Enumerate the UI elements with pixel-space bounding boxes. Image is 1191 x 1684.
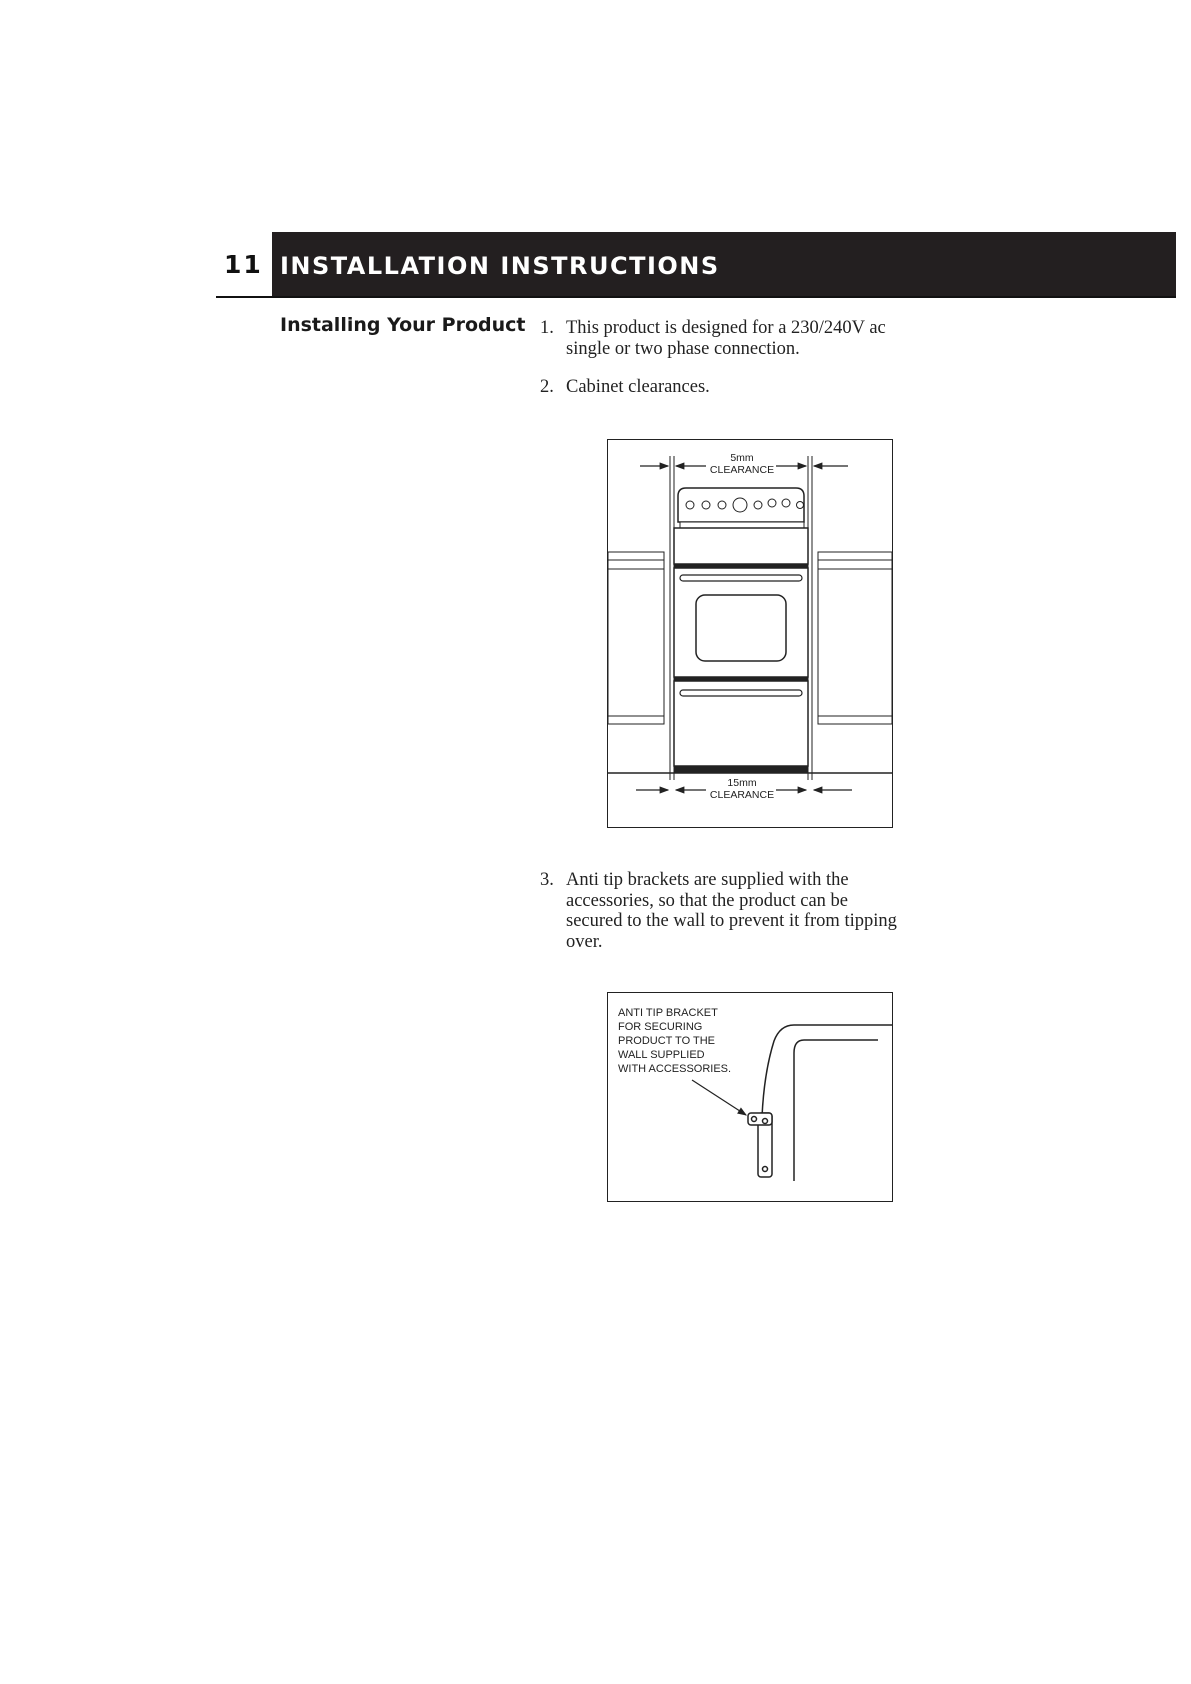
top-clearance-value: 5mm bbox=[730, 452, 754, 464]
step-text bbox=[566, 318, 946, 359]
cabinet-clearance-diagram bbox=[607, 439, 893, 828]
step-text bbox=[566, 377, 946, 398]
page-title: INSTALLATION INSTRUCTIONS bbox=[280, 252, 720, 280]
bracket-note-line: FOR SECURING bbox=[618, 1021, 703, 1033]
step-text bbox=[566, 870, 946, 952]
left-cabinet bbox=[608, 552, 664, 724]
step-number: 1. bbox=[540, 318, 554, 338]
bracket-note-line: WITH ACCESSORIES. bbox=[618, 1063, 732, 1075]
anti-tip-bracket-icon bbox=[748, 1113, 772, 1177]
section-title: Installing Your Product bbox=[280, 314, 526, 336]
bottom-clearance-value: 15mm bbox=[727, 777, 757, 789]
step-line: Cabinet clearances. bbox=[566, 377, 710, 397]
top-clearance-label: CLEARANCE bbox=[709, 464, 775, 476]
bottom-clearance-label: CLEARANCE bbox=[709, 789, 775, 801]
bracket-note-line: ANTI TIP BRACKET bbox=[618, 1007, 718, 1019]
bracket-illustration bbox=[608, 993, 892, 1201]
step-line: Anti tip brackets are supplied with the bbox=[566, 870, 849, 890]
oven-body bbox=[674, 488, 808, 773]
step-line: single or two phase connection. bbox=[566, 338, 800, 359]
anti-tip-bracket-diagram bbox=[607, 992, 893, 1202]
step-line: over. bbox=[566, 931, 603, 952]
header-rule bbox=[216, 296, 1176, 298]
step-line: This product is designed for a 230/240V ac bbox=[566, 318, 886, 338]
bracket-note-line: WALL SUPPLIED bbox=[618, 1049, 705, 1061]
oven-side-outline bbox=[762, 1025, 892, 1181]
page-number: 11 bbox=[224, 250, 263, 279]
right-cabinet bbox=[818, 552, 892, 724]
step-line: secured to the wall to prevent it from tipping bbox=[566, 911, 897, 931]
pointer-arrow bbox=[692, 1080, 746, 1115]
step-number: 2. bbox=[540, 377, 554, 397]
bracket-note-line: PRODUCT TO THE bbox=[618, 1035, 715, 1047]
step-line: accessories, so that the product can be bbox=[566, 890, 849, 911]
oven-illustration bbox=[608, 440, 892, 827]
step-number: 3. bbox=[540, 870, 554, 890]
